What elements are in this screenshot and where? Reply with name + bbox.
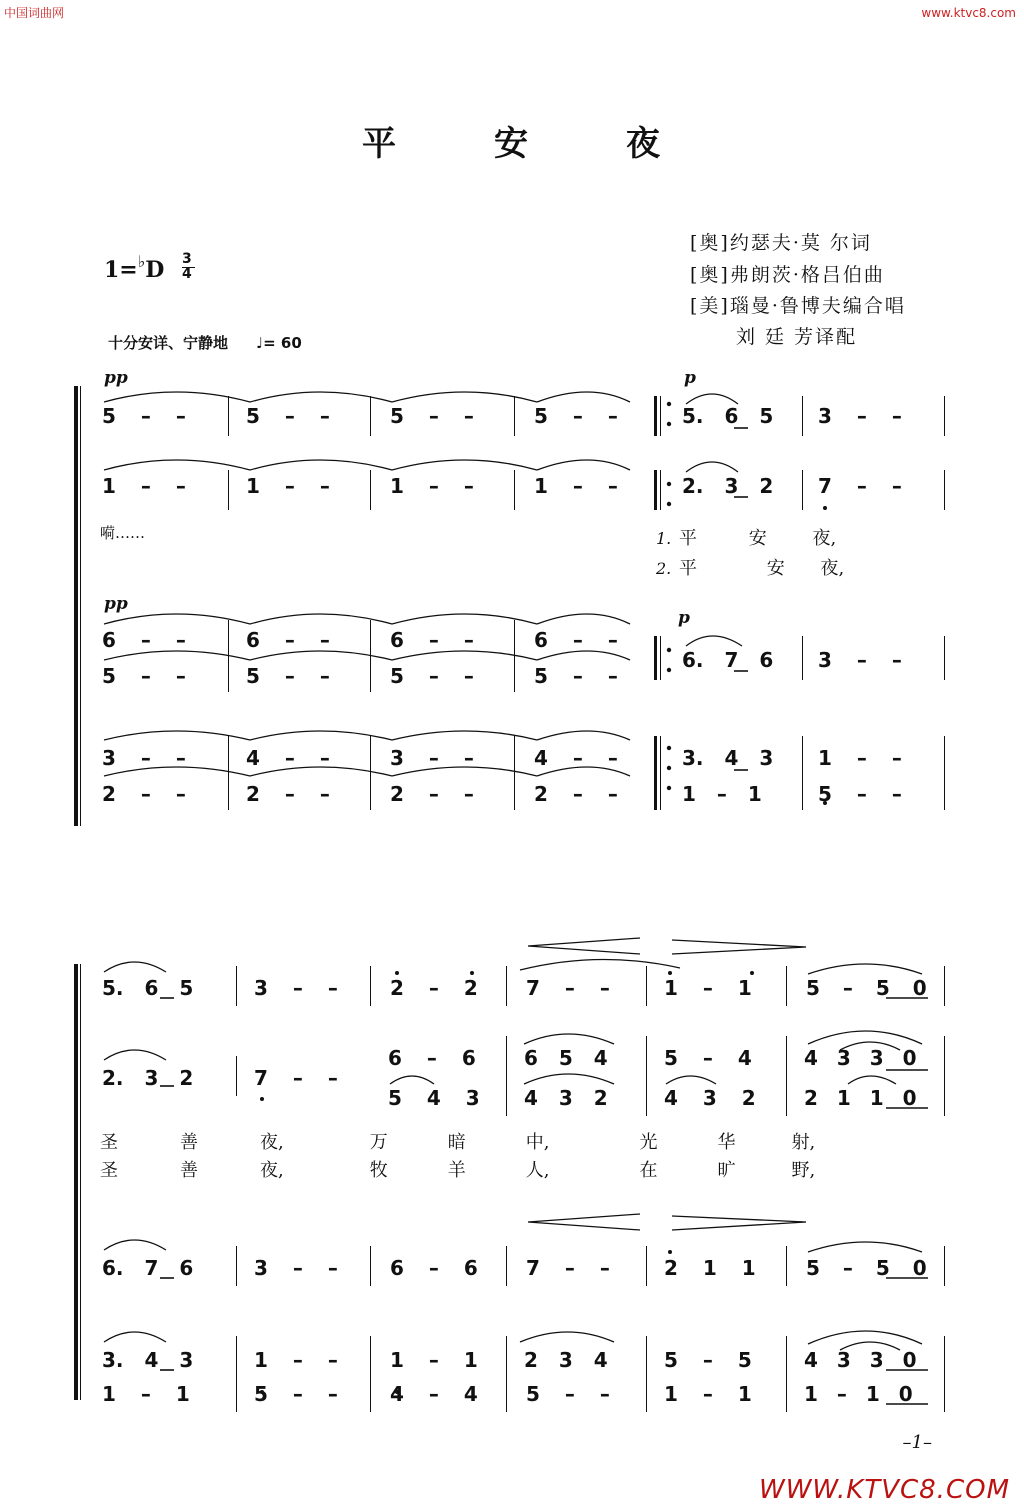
verse-number: 2. [656, 559, 672, 578]
measure: 5 4 3 [388, 1086, 480, 1110]
lyric-char: 安 [748, 528, 767, 549]
intro-lyric: 嗬…… [100, 524, 146, 542]
measure: 6 – – [534, 628, 618, 652]
measure: 4 3 2 [664, 1086, 756, 1110]
lyric-verse1 [656, 524, 836, 550]
time-beats: 3 [182, 251, 192, 267]
measure: 2. 3 2 [102, 1066, 194, 1090]
measure: 1 – 1 [682, 782, 762, 806]
measure: 5 – – [818, 782, 902, 806]
measure: 7 – – [526, 1256, 610, 1280]
lyric-char: 平 [679, 558, 697, 579]
lyric-char: 光 [639, 1132, 658, 1153]
measure: 2 – – [390, 782, 474, 806]
flat-sign: ♭ [137, 252, 146, 271]
lyric-char: 在 [639, 1160, 658, 1181]
measure: 7 – – [818, 474, 902, 498]
measure: 5 – 5 [664, 1348, 752, 1372]
measure: 5 – – [102, 664, 186, 688]
watermark-url-bottom: WWW.KTVC8.COM [759, 1475, 1010, 1505]
lyric-char: 人, [525, 1160, 550, 1181]
tempo-expression: 十分安详、宁静地 [108, 334, 229, 352]
measure: 5 – – [534, 404, 618, 428]
lyric-char: 牧 [369, 1160, 388, 1181]
measure: 5 – – [526, 1382, 610, 1406]
measure: 2 – – [102, 782, 186, 806]
title-char: 平 [362, 124, 398, 164]
credit-composer: [奥]弗朗茨·格吕伯曲 [690, 264, 885, 286]
lyric-verse2 [656, 554, 844, 580]
verse-number: 1. [656, 529, 672, 548]
measure: 5 – – [254, 1382, 338, 1406]
measure: 6 – – [390, 628, 474, 652]
measure: 5 – 4 [664, 1046, 752, 1070]
watermark-url-top: www.ktvc8.com [921, 6, 1016, 20]
measure: 6. 7 6 [102, 1256, 194, 1280]
measure: 1 – – [390, 474, 474, 498]
lyric-char: 华 [717, 1132, 736, 1153]
dynamic-pp: pp [104, 594, 128, 614]
lyric-char: 平 [679, 528, 697, 549]
measure: 1 – – [818, 746, 902, 770]
lyric-char: 夜, [260, 1132, 284, 1153]
lyric-char: 夜, [260, 1160, 284, 1181]
measure: 2. 3 2 [682, 474, 774, 498]
measure: 5 – – [246, 664, 330, 688]
measure: 6 – – [102, 628, 186, 652]
measure: 1 – 1 [664, 976, 752, 1000]
measure: 4 – 4 [390, 1382, 478, 1406]
lyric-char: 射, [791, 1132, 816, 1153]
measure: 4 3 2 [524, 1086, 608, 1110]
lyric-char: 中, [525, 1132, 550, 1153]
measure: 6 – 6 [390, 1256, 478, 1280]
measure: 4 – – [534, 746, 618, 770]
lyric-char: 安 [766, 558, 785, 579]
measure: 3 – – [818, 404, 902, 428]
measure: 3 – – [390, 746, 474, 770]
lyric-char: 圣 [100, 1132, 118, 1153]
measure: 4 3 3 0 [804, 1348, 917, 1372]
measure: 1 – 1 [390, 1348, 478, 1372]
lyric-char: 善 [180, 1132, 198, 1153]
lyric-char: 旷 [717, 1160, 736, 1181]
measure: 5 – 5 0 [806, 976, 927, 1000]
measure: 1 – – [254, 1348, 338, 1372]
lyric-char: 暗 [447, 1132, 466, 1153]
dynamic-p: p [684, 368, 696, 388]
lyric-char: 圣 [100, 1160, 118, 1181]
measure: 5 – – [390, 404, 474, 428]
measure: 1 – – [246, 474, 330, 498]
measure: 2 – – [246, 782, 330, 806]
lyric-char: 夜, [820, 558, 845, 579]
credit-arranger: [美]瑙曼·鲁博夫编合唱 [690, 295, 906, 317]
measure: 5. 6 5 [682, 404, 774, 428]
lyric-char: 野, [791, 1160, 816, 1181]
dynamic-pp: pp [104, 368, 128, 388]
measure: 2 1 1 [664, 1256, 756, 1280]
tempo-bpm: ♩= 60 [256, 334, 302, 352]
key-letter: D [145, 257, 165, 283]
measure: 6 – 6 [388, 1046, 476, 1070]
measure: 1 – – [534, 474, 618, 498]
measure: 3. 4 3 [102, 1348, 194, 1372]
credit-translator: 刘 廷 芳译配 [736, 326, 858, 348]
time-unit: 4 [182, 266, 192, 282]
credit-lyricist: [奥]约瑟夫·莫 尔词 [690, 232, 872, 254]
measure: 4 3 3 0 [804, 1046, 917, 1070]
measure: 6 – – [246, 628, 330, 652]
measure: 5. 6 5 [102, 976, 194, 1000]
measure: 3 – – [818, 648, 902, 672]
dynamic-p: p [678, 608, 690, 628]
system-brace [74, 964, 78, 1400]
measure: 4 – – [246, 746, 330, 770]
lyric-verse1 [100, 1128, 815, 1154]
measure: 3 – – [102, 746, 186, 770]
measure: 6 5 4 [524, 1046, 608, 1070]
measure: 7 – – [526, 976, 610, 1000]
measure: 5 – – [246, 404, 330, 428]
measure: 6. 7 6 [682, 648, 774, 672]
key-prefix: 1= [104, 257, 138, 283]
page-number: –1– [902, 1432, 932, 1453]
title-char: 夜 [626, 124, 662, 164]
lyric-char: 善 [180, 1160, 198, 1181]
title-char: 安 [494, 124, 530, 164]
measure: 1 – 1 [664, 1382, 752, 1406]
measure: 5 – – [102, 404, 186, 428]
measure: 1 – – [102, 474, 186, 498]
measure: 2 – 2 [390, 976, 478, 1000]
lyric-char: 羊 [447, 1160, 466, 1181]
measure: 3 – – [254, 976, 338, 1000]
measure: 2 1 1 0 [804, 1086, 917, 1110]
measure: 2 3 4 [524, 1348, 608, 1372]
measure: 7 – – [254, 1066, 338, 1090]
measure: 3 – – [254, 1256, 338, 1280]
measure: 5 – 5 0 [806, 1256, 927, 1280]
measure: 1 – 1 0 [804, 1382, 913, 1406]
measure: 5 – – [390, 664, 474, 688]
measure: 5 – – [534, 664, 618, 688]
lyric-char: 夜, [812, 528, 837, 549]
lyric-char: 万 [369, 1132, 388, 1153]
measure: 2 – – [534, 782, 618, 806]
system-brace-thin [80, 964, 81, 1400]
watermark-site-cn: 中国词曲网 [4, 6, 65, 20]
measure: 3. 4 3 [682, 746, 774, 770]
measure: 1 – 1 [102, 1382, 190, 1406]
lyric-verse2 [100, 1156, 815, 1182]
